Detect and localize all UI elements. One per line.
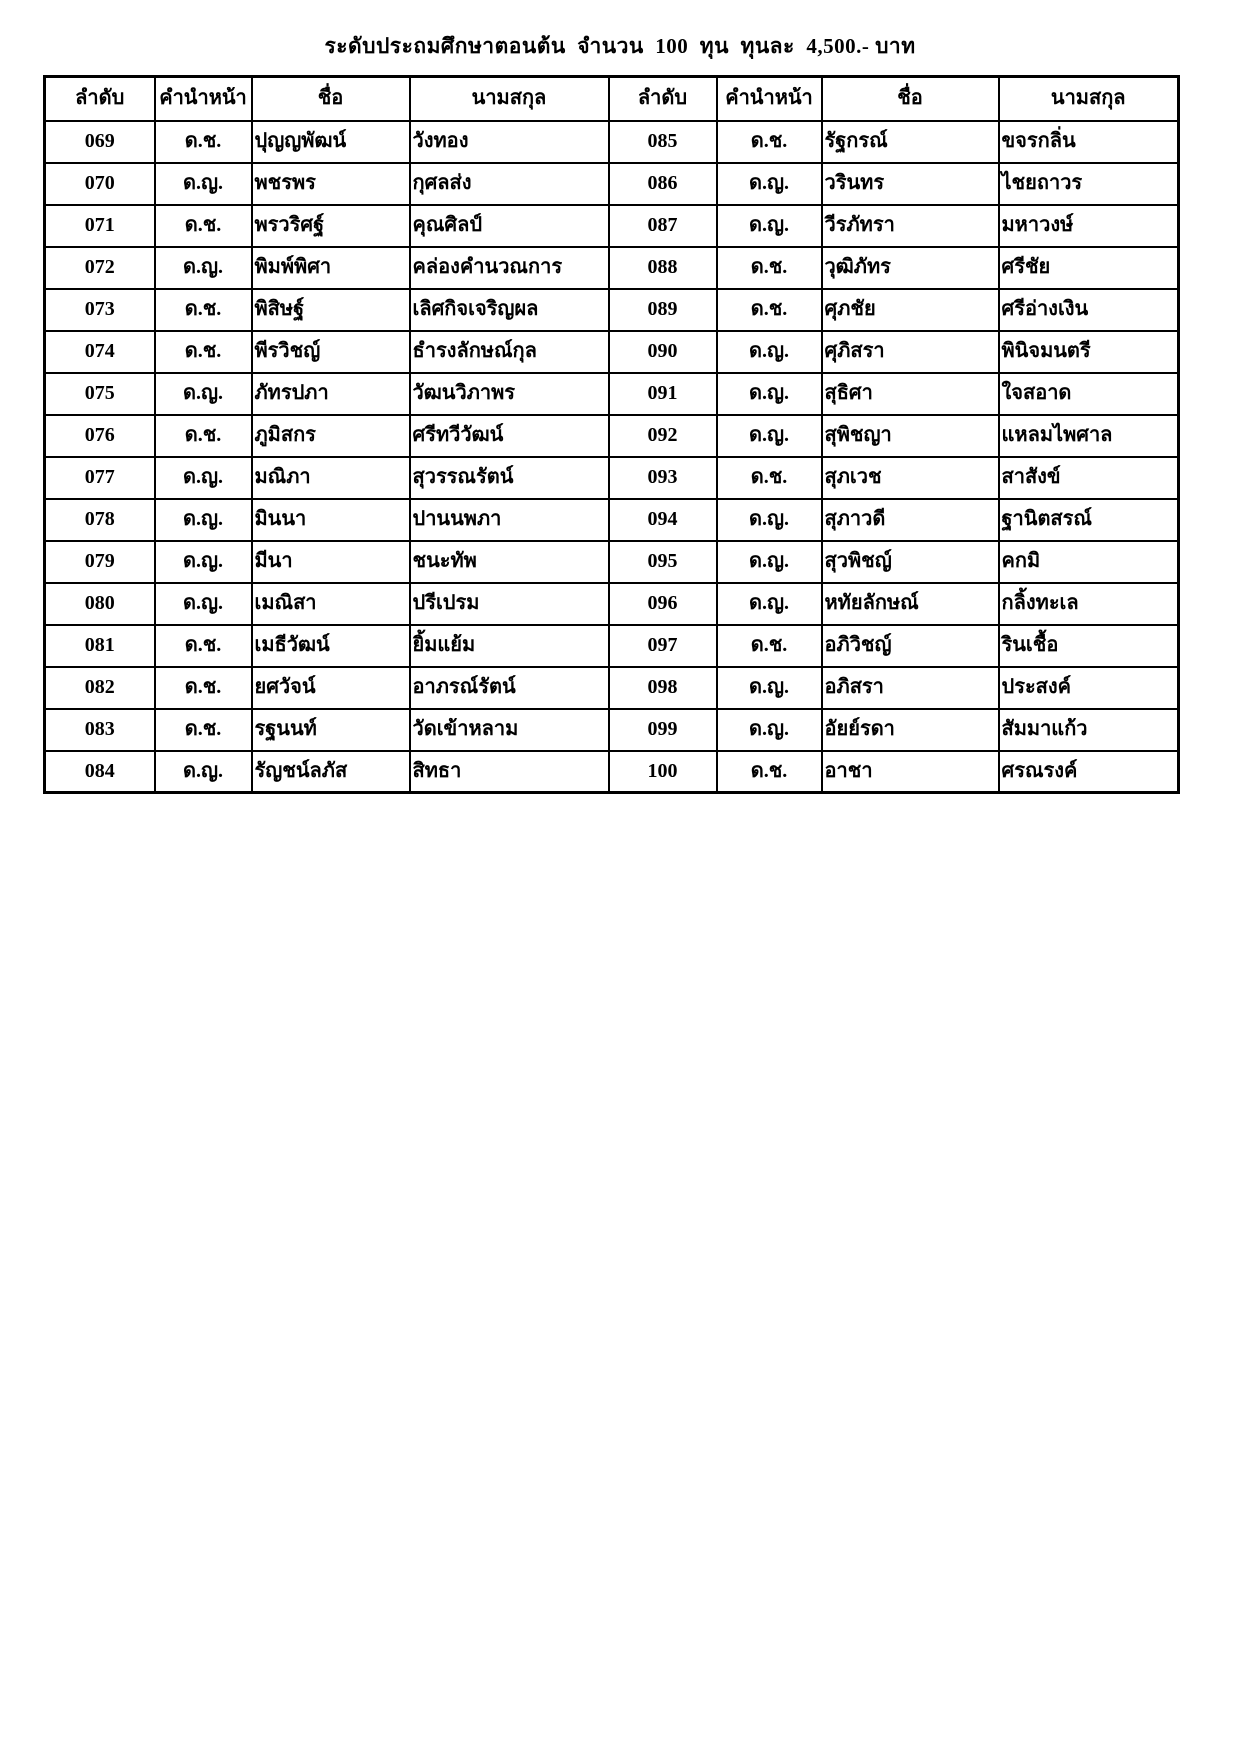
lastname-cell-left: สิทธา xyxy=(410,751,609,793)
table-row xyxy=(45,499,1179,541)
table-row xyxy=(45,457,1179,499)
lastname-cell-left: วัฒนวิภาพร xyxy=(410,373,609,415)
firstname-cell-left: เมณิสา xyxy=(252,583,410,625)
prefix-cell-left: ด.ญ. xyxy=(155,457,252,499)
order-cell-left: 080 xyxy=(45,583,155,625)
order-cell-right: 087 xyxy=(609,205,717,247)
lastname-cell-right: มหาวงษ์ xyxy=(999,205,1179,247)
lastname-cell-left: ธำรงลักษณ์กุล xyxy=(410,331,609,373)
order-cell-left: 074 xyxy=(45,331,155,373)
table-row xyxy=(45,163,1179,205)
page-title: ระดับประถมศึกษาตอนต้น จำนวน 100 ทุน ทุนละ 4,500.- บาท xyxy=(324,34,916,58)
order-cell-right: 094 xyxy=(609,499,717,541)
order-cell-left: 081 xyxy=(45,625,155,667)
prefix-cell-left: ด.ญ. xyxy=(155,499,252,541)
lastname-cell-left: อาภรณ์รัตน์ xyxy=(410,667,609,709)
prefix-cell-left: ด.ช. xyxy=(155,289,252,331)
firstname-cell-right: วุฒิภัทร xyxy=(822,247,999,289)
lastname-cell-left: กุศลส่ง xyxy=(410,163,609,205)
column-header-firstname-left: ชื่อ xyxy=(252,77,410,121)
order-cell-left: 076 xyxy=(45,415,155,457)
lastname-cell-left: คุณศิลป์ xyxy=(410,205,609,247)
prefix-cell-right: ด.ช. xyxy=(717,289,822,331)
prefix-cell-right: ด.ญ. xyxy=(717,373,822,415)
prefix-cell-right: ด.ญ. xyxy=(717,415,822,457)
firstname-cell-right: สุวพิชญ์ xyxy=(822,541,999,583)
order-cell-left: 073 xyxy=(45,289,155,331)
order-cell-left: 078 xyxy=(45,499,155,541)
lastname-cell-left: สุวรรณรัตน์ xyxy=(410,457,609,499)
table-row xyxy=(45,709,1179,751)
firstname-cell-left: รัญชน์ลภัส xyxy=(252,751,410,793)
prefix-cell-left: ด.ช. xyxy=(155,205,252,247)
firstname-cell-right: อภิสรา xyxy=(822,667,999,709)
order-cell-right: 093 xyxy=(609,457,717,499)
table-header-row xyxy=(45,77,1179,121)
order-cell-right: 090 xyxy=(609,331,717,373)
table-body xyxy=(45,121,1179,793)
firstname-cell-left: ยศวัจน์ xyxy=(252,667,410,709)
firstname-cell-right: อาชา xyxy=(822,751,999,793)
lastname-cell-right: ศรีชัย xyxy=(999,247,1179,289)
lastname-cell-right: ไชยถาวร xyxy=(999,163,1179,205)
prefix-cell-right: ด.ญ. xyxy=(717,541,822,583)
lastname-cell-right: ศรณรงค์ xyxy=(999,751,1179,793)
table-header xyxy=(45,77,1179,121)
column-header-prefix-left: คำนำหน้า xyxy=(155,77,252,121)
table-row xyxy=(45,289,1179,331)
table-row xyxy=(45,205,1179,247)
prefix-cell-left: ด.ญ. xyxy=(155,751,252,793)
lastname-cell-left: วัดเข้าหลาม xyxy=(410,709,609,751)
lastname-cell-right: แหลมไพศาล xyxy=(999,415,1179,457)
firstname-cell-right: หทัยลักษณ์ xyxy=(822,583,999,625)
prefix-cell-right: ด.ช. xyxy=(717,457,822,499)
firstname-cell-right: สุธิศา xyxy=(822,373,999,415)
firstname-cell-left: พรวริศฐ์ xyxy=(252,205,410,247)
table-row xyxy=(45,415,1179,457)
lastname-cell-right: ศรีอ่างเงิน xyxy=(999,289,1179,331)
lastname-cell-right: กลิ้งทะเล xyxy=(999,583,1179,625)
prefix-cell-left: ด.ญ. xyxy=(155,373,252,415)
order-cell-right: 089 xyxy=(609,289,717,331)
firstname-cell-right: ศุภิสรา xyxy=(822,331,999,373)
lastname-cell-left: ชนะทัพ xyxy=(410,541,609,583)
order-cell-right: 096 xyxy=(609,583,717,625)
prefix-cell-left: ด.ญ. xyxy=(155,583,252,625)
firstname-cell-right: สุพิชญา xyxy=(822,415,999,457)
prefix-cell-right: ด.ช. xyxy=(717,121,822,163)
firstname-cell-right: วีรภัทรา xyxy=(822,205,999,247)
lastname-cell-left: วังทอง xyxy=(410,121,609,163)
lastname-cell-right: ฐานิตสรณ์ xyxy=(999,499,1179,541)
order-cell-right: 092 xyxy=(609,415,717,457)
order-cell-right: 097 xyxy=(609,625,717,667)
table-row xyxy=(45,667,1179,709)
order-cell-left: 077 xyxy=(45,457,155,499)
prefix-cell-right: ด.ญ. xyxy=(717,709,822,751)
prefix-cell-right: ด.ช. xyxy=(717,751,822,793)
order-cell-right: 099 xyxy=(609,709,717,751)
lastname-cell-right: ใจสอาด xyxy=(999,373,1179,415)
column-header-lastname-right: นามสกุล xyxy=(999,77,1179,121)
order-cell-left: 079 xyxy=(45,541,155,583)
firstname-cell-right: สุภเวช xyxy=(822,457,999,499)
firstname-cell-left: พชรพร xyxy=(252,163,410,205)
prefix-cell-left: ด.ช. xyxy=(155,415,252,457)
prefix-cell-left: ด.ช. xyxy=(155,667,252,709)
table-row xyxy=(45,751,1179,793)
prefix-cell-right: ด.ญ. xyxy=(717,163,822,205)
table-row xyxy=(45,373,1179,415)
table-row xyxy=(45,121,1179,163)
firstname-cell-left: ภัทรปภา xyxy=(252,373,410,415)
lastname-cell-right: ขจรกลิ่น xyxy=(999,121,1179,163)
column-header-order-left: ลำดับ xyxy=(45,77,155,121)
column-header-firstname-right: ชื่อ xyxy=(822,77,999,121)
firstname-cell-left: ปุญญพัฒน์ xyxy=(252,121,410,163)
order-cell-right: 091 xyxy=(609,373,717,415)
lastname-cell-right: คกมิ xyxy=(999,541,1179,583)
lastname-cell-left: คล่องคำนวณการ xyxy=(410,247,609,289)
prefix-cell-right: ด.ญ. xyxy=(717,583,822,625)
firstname-cell-left: มีนา xyxy=(252,541,410,583)
firstname-cell-left: มินนา xyxy=(252,499,410,541)
order-cell-left: 069 xyxy=(45,121,155,163)
prefix-cell-left: ด.ช. xyxy=(155,709,252,751)
order-cell-left: 083 xyxy=(45,709,155,751)
order-cell-right: 086 xyxy=(609,163,717,205)
column-header-order-right: ลำดับ xyxy=(609,77,717,121)
firstname-cell-right: อภิวิชญ์ xyxy=(822,625,999,667)
order-cell-left: 075 xyxy=(45,373,155,415)
firstname-cell-left: พีรวิชญ์ xyxy=(252,331,410,373)
lastname-cell-right: รินเชื้อ xyxy=(999,625,1179,667)
lastname-cell-left: ศรีทวีวัฒน์ xyxy=(410,415,609,457)
order-cell-left: 084 xyxy=(45,751,155,793)
prefix-cell-left: ด.ญ. xyxy=(155,541,252,583)
lastname-cell-left: ปานนพภา xyxy=(410,499,609,541)
prefix-cell-right: ด.ช. xyxy=(717,625,822,667)
prefix-cell-right: ด.ญ. xyxy=(717,205,822,247)
firstname-cell-left: เมธีวัฒน์ xyxy=(252,625,410,667)
firstname-cell-left: รฐนนท์ xyxy=(252,709,410,751)
prefix-cell-right: ด.ช. xyxy=(717,247,822,289)
firstname-cell-left: พิมพ์พิศา xyxy=(252,247,410,289)
column-header-prefix-right: คำนำหน้า xyxy=(717,77,822,121)
firstname-cell-right: อัยย์รดา xyxy=(822,709,999,751)
lastname-cell-right: สาสังข์ xyxy=(999,457,1179,499)
table-row xyxy=(45,247,1179,289)
prefix-cell-right: ด.ญ. xyxy=(717,499,822,541)
firstname-cell-right: วรินทร xyxy=(822,163,999,205)
lastname-cell-left: เลิศกิจเจริญผล xyxy=(410,289,609,331)
order-cell-left: 072 xyxy=(45,247,155,289)
table-row xyxy=(45,625,1179,667)
firstname-cell-left: พิสิษฐ์ xyxy=(252,289,410,331)
table-row xyxy=(45,541,1179,583)
prefix-cell-left: ด.ญ. xyxy=(155,247,252,289)
order-cell-right: 088 xyxy=(609,247,717,289)
prefix-cell-left: ด.ช. xyxy=(155,625,252,667)
lastname-cell-right: พินิจมนตรี xyxy=(999,331,1179,373)
firstname-cell-left: มณิภา xyxy=(252,457,410,499)
order-cell-right: 095 xyxy=(609,541,717,583)
order-cell-left: 071 xyxy=(45,205,155,247)
prefix-cell-left: ด.ช. xyxy=(155,331,252,373)
order-cell-right: 100 xyxy=(609,751,717,793)
firstname-cell-right: สุภาวดี xyxy=(822,499,999,541)
column-header-lastname-left: นามสกุล xyxy=(410,77,609,121)
order-cell-right: 098 xyxy=(609,667,717,709)
scholarship-table xyxy=(43,75,1180,794)
table-row xyxy=(45,583,1179,625)
table-row xyxy=(45,331,1179,373)
firstname-cell-right: รัฐกรณ์ xyxy=(822,121,999,163)
lastname-cell-right: สัมมาแก้ว xyxy=(999,709,1179,751)
order-cell-left: 070 xyxy=(45,163,155,205)
firstname-cell-right: ศุภชัย xyxy=(822,289,999,331)
prefix-cell-right: ด.ญ. xyxy=(717,331,822,373)
prefix-cell-left: ด.ช. xyxy=(155,121,252,163)
prefix-cell-left: ด.ญ. xyxy=(155,163,252,205)
lastname-cell-right: ประสงค์ xyxy=(999,667,1179,709)
order-cell-left: 082 xyxy=(45,667,155,709)
lastname-cell-left: ปรีเปรม xyxy=(410,583,609,625)
firstname-cell-left: ภูมิสกร xyxy=(252,415,410,457)
order-cell-right: 085 xyxy=(609,121,717,163)
prefix-cell-right: ด.ญ. xyxy=(717,667,822,709)
lastname-cell-left: ยิ้มแย้ม xyxy=(410,625,609,667)
